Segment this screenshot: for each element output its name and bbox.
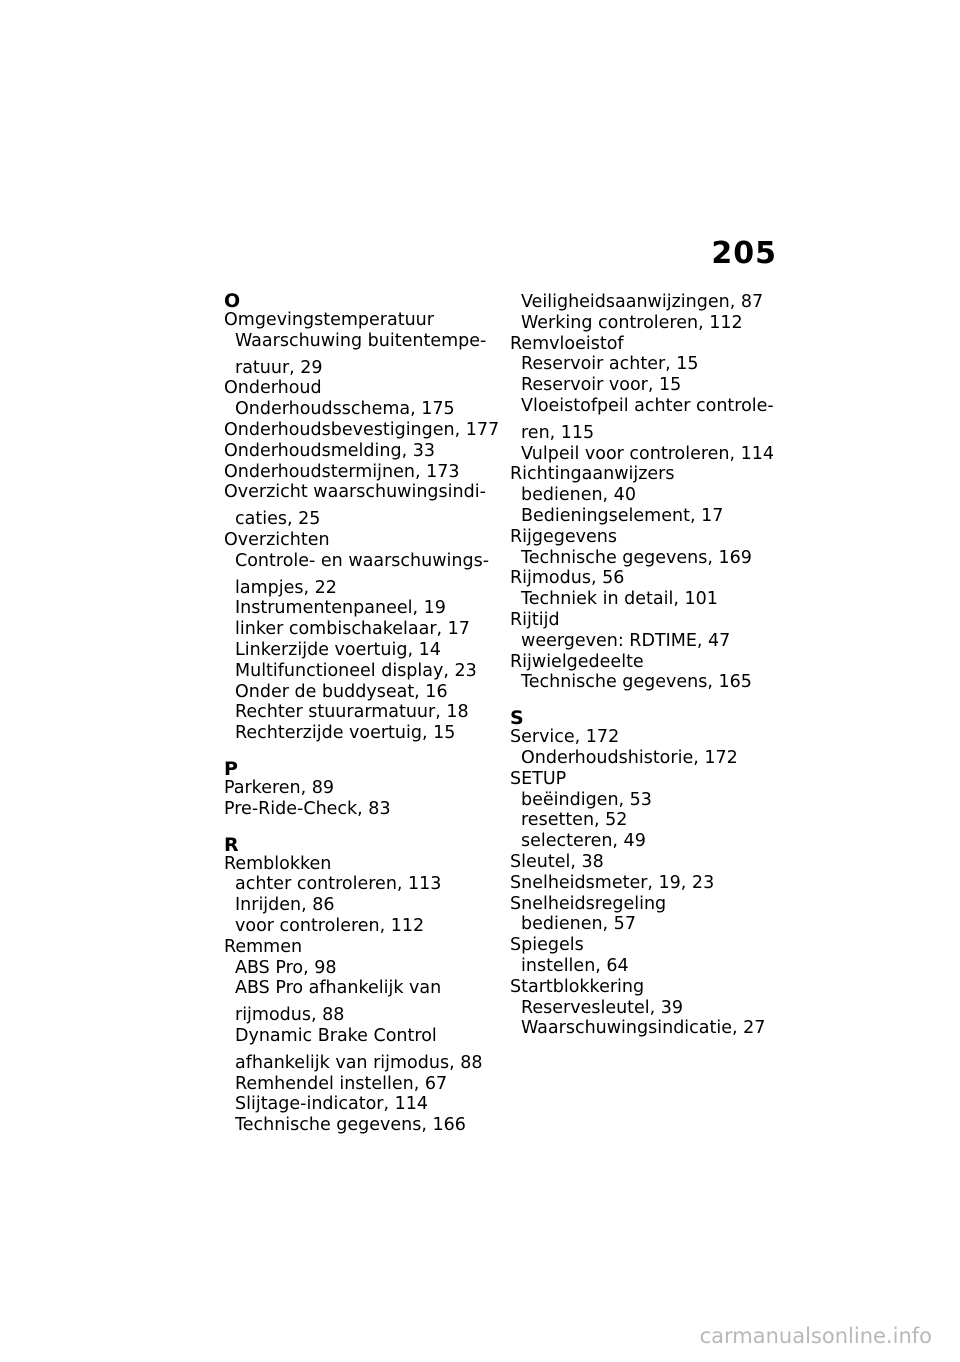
index-entry: Remblokken bbox=[224, 853, 332, 874]
index-subentry: Rechter stuurarmatuur, 18 bbox=[235, 702, 469, 723]
index-entry: Service, 172 bbox=[510, 727, 620, 748]
index-subentry: Bedieningselement, 17 bbox=[521, 505, 724, 526]
index-subentry: Onderhoudsschema, 175 bbox=[235, 399, 455, 420]
index-subentry: Reservoir voor, 15 bbox=[521, 375, 682, 396]
index-subentry: Rechterzijde voertuig, 15 bbox=[235, 723, 456, 744]
index-column-left bbox=[224, 292, 514, 1136]
index-entry: Rijtijd bbox=[510, 609, 560, 630]
index-entry: Snelheidsmeter, 19, 23 bbox=[510, 872, 715, 893]
index-subentry: Techniek in detail, 101 bbox=[521, 589, 718, 610]
index-subentry: Waarschuwingsindicatie, 27 bbox=[521, 1018, 766, 1039]
index-entry: Onderhoudstermijnen, 173 bbox=[224, 461, 460, 482]
index-subentry: Multifunctioneel display, 23 bbox=[235, 660, 477, 681]
index-subentry: Remhendel instellen, 67 bbox=[235, 1073, 448, 1094]
index-subentry: Technische gegevens, 166 bbox=[235, 1115, 466, 1136]
watermark-footer: carmanualsonline.info bbox=[699, 1324, 932, 1348]
index-entry: SETUP bbox=[510, 768, 567, 789]
index-subentry: Controle- en waarschuwings- bbox=[235, 550, 490, 571]
index-letter-s: S bbox=[510, 707, 524, 730]
index-entry: Pre-Ride-Check, 83 bbox=[224, 798, 391, 819]
index-column-right bbox=[510, 292, 800, 1039]
index-subentry: Waarschuwing buitentempe- bbox=[235, 330, 487, 351]
index-entry: Snelheidsregeling bbox=[510, 893, 667, 914]
index-subentry: caties, 25 bbox=[235, 509, 321, 530]
index-subentry: Vulpeil voor controleren, 114 bbox=[521, 443, 775, 464]
index-subentry: Vloeistofpeil achter controle- bbox=[521, 395, 774, 416]
index-entry: Spiegels bbox=[510, 935, 584, 956]
index-entry: Overzichten bbox=[224, 529, 330, 550]
index-subentry: selecteren, 49 bbox=[521, 831, 646, 852]
index-letter-p: P bbox=[224, 757, 238, 780]
index-subentry: Dynamic Brake Control bbox=[235, 1025, 437, 1046]
index-subentry: lampjes, 22 bbox=[235, 577, 337, 598]
index-subentry: Instrumentenpaneel, 19 bbox=[235, 598, 446, 619]
index-entry: Onderhoudsbevestigingen, 177 bbox=[224, 419, 500, 440]
index-subentry: Inrijden, 86 bbox=[235, 895, 335, 916]
index-subentry: ABS Pro, 98 bbox=[235, 957, 337, 978]
index-entry: Onderhoud bbox=[224, 378, 322, 399]
index-subentry: Reservoir achter, 15 bbox=[521, 354, 699, 375]
index-subentry: ABS Pro afhankelijk van bbox=[235, 978, 442, 999]
index-subentry: achter controleren, 113 bbox=[235, 874, 442, 895]
index-subentry: Linkerzijde voertuig, 14 bbox=[235, 639, 441, 660]
index-entry: Sleutel, 38 bbox=[510, 851, 604, 872]
index-subentry: Slijtage-indicator, 114 bbox=[235, 1094, 429, 1115]
index-subentry: Technische gegevens, 165 bbox=[521, 672, 752, 693]
page-number: 205 bbox=[711, 236, 777, 271]
index-subentry: Werking controleren, 112 bbox=[521, 312, 743, 333]
index-entry: Rijwielgedeelte bbox=[510, 651, 644, 672]
index-subentry: beëindigen, 53 bbox=[521, 789, 652, 810]
index-subentry: resetten, 52 bbox=[521, 810, 628, 831]
index-entry: Startblokkering bbox=[510, 976, 645, 997]
index-subentry: linker combischakelaar, 17 bbox=[235, 619, 470, 640]
index-subentry: Technische gegevens, 169 bbox=[521, 547, 752, 568]
index-subentry: afhankelijk van rijmodus, 88 bbox=[235, 1052, 483, 1073]
index-entry: Parkeren, 89 bbox=[224, 777, 335, 798]
index-subentry: Veiligheidsaanwijzingen, 87 bbox=[521, 292, 764, 312]
index-entry: Remvloeistof bbox=[510, 333, 624, 354]
index-subentry: bedienen, 40 bbox=[521, 485, 636, 506]
index-entry: Overzicht waarschuwingsindi- bbox=[224, 482, 486, 503]
index-subentry: ren, 115 bbox=[521, 422, 595, 443]
index-subentry: voor controleren, 112 bbox=[235, 915, 425, 936]
index-subentry: instellen, 64 bbox=[521, 955, 629, 976]
index-letter-o: O bbox=[224, 290, 241, 312]
index-subentry: Reservesleutel, 39 bbox=[521, 997, 684, 1018]
index-entry: Rijmodus, 56 bbox=[510, 568, 625, 589]
index-letter-r: R bbox=[224, 833, 239, 856]
index-entry: Omgevingstemperatuur bbox=[224, 310, 434, 330]
index-entry: Richtingaanwijzers bbox=[510, 464, 675, 485]
index-subentry: ratuur, 29 bbox=[235, 357, 323, 378]
index-subentry: bedienen, 57 bbox=[521, 914, 636, 935]
index-subentry: Onder de buddyseat, 16 bbox=[235, 681, 448, 702]
index-entry: Remmen bbox=[224, 936, 303, 957]
index-entry: Rijgegevens bbox=[510, 526, 617, 547]
index-subentry: rijmodus, 88 bbox=[235, 1005, 345, 1026]
index-subentry: weergeven: RDTIME, 47 bbox=[521, 630, 731, 651]
index-entry: Onderhoudsmelding, 33 bbox=[224, 440, 435, 461]
index-subentry: Onderhoudshistorie, 172 bbox=[521, 747, 738, 768]
